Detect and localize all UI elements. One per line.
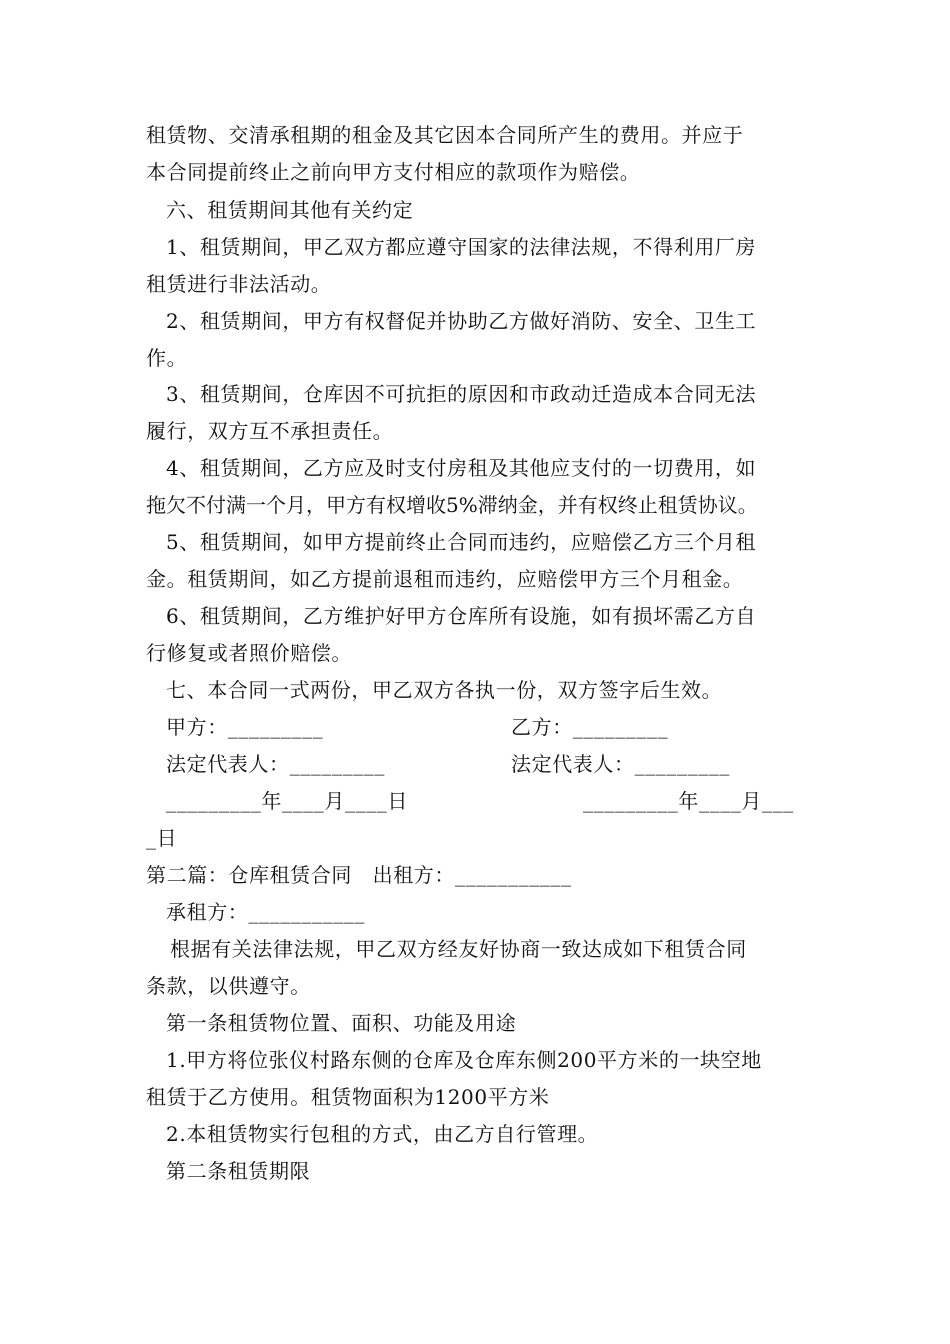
paragraph-line: 作。	[146, 346, 188, 370]
article-title: 第一条租赁物位置、面积、功能及用途	[166, 1011, 517, 1035]
paragraph-line: 6、租赁期间，乙方维护好甲方仓库所有设施，如有损坏需乙方自	[166, 604, 757, 628]
lessee-line: 承租方：___________	[166, 900, 365, 924]
paragraph-line: 金。租赁期间，如乙方提前退租而违约，应赔偿甲方三个月租金。	[146, 567, 744, 591]
party-a-signature: 甲方：_________	[166, 715, 324, 739]
party-b-date-continued: _日	[146, 826, 178, 850]
paragraph-line: 条款，以供遵守。	[146, 974, 311, 998]
party-b-signature: 乙方：_________	[511, 715, 669, 739]
party-a-date: _________年____月____日	[166, 789, 408, 813]
paragraph-line: 2.本租赁物实行包租的方式，由乙方自行管理。	[166, 1122, 599, 1146]
paragraph-line: 5、租赁期间，如甲方提前终止合同而违约，应赔偿乙方三个月租	[166, 530, 757, 554]
part2-heading: 第二篇：仓库租赁合同 出租方：___________	[146, 863, 572, 887]
party-b-date: _________年____月___	[583, 789, 794, 813]
paragraph-line: 租赁于乙方使用。租赁物面积为1200平方米	[146, 1085, 550, 1109]
article-title: 第二条租赁期限	[166, 1159, 311, 1183]
paragraph-line: 根据有关法律法规，甲乙双方经友好协商一致达成如下租赁合同	[170, 937, 747, 961]
party-a-representative: 法定代表人：_________	[166, 752, 385, 776]
section-heading: 七、本合同一式两份，甲乙双方各执一份，双方签字后生效。	[166, 678, 723, 702]
paragraph-line: 2、租赁期间，甲方有权督促并协助乙方做好消防、安全、卫生工	[166, 309, 757, 333]
paragraph-line: 1.甲方将位张仪村路东侧的仓库及仓库东侧200平方米的一块空地	[166, 1048, 762, 1072]
paragraph-line: 4、租赁期间，乙方应及时支付房租及其他应支付的一切费用，如	[166, 456, 757, 480]
party-b-representative: 法定代表人：_________	[511, 752, 730, 776]
paragraph-line: 拖欠不付满一个月，甲方有权增收5%滞纳金，并有权终止租赁协议。	[146, 493, 758, 517]
paragraph-line: 租赁物、交清承租期的租金及其它因本合同所产生的费用。并应于	[146, 123, 744, 147]
section-heading: 六、租赁期间其他有关约定	[166, 198, 414, 222]
paragraph-line: 行修复或者照价赔偿。	[146, 641, 352, 665]
paragraph-line: 本合同提前终止之前向甲方支付相应的款项作为赔偿。	[146, 160, 641, 184]
paragraph-line: 3、租赁期间，仓库因不可抗拒的原因和市政动迁造成本合同无法	[166, 382, 757, 406]
paragraph-line: 1、租赁期间，甲乙双方都应遵守国家的法律法规，不得利用厂房	[166, 235, 757, 259]
paragraph-line: 租赁进行非法活动。	[146, 272, 332, 296]
paragraph-line: 履行，双方互不承担责任。	[146, 419, 394, 443]
